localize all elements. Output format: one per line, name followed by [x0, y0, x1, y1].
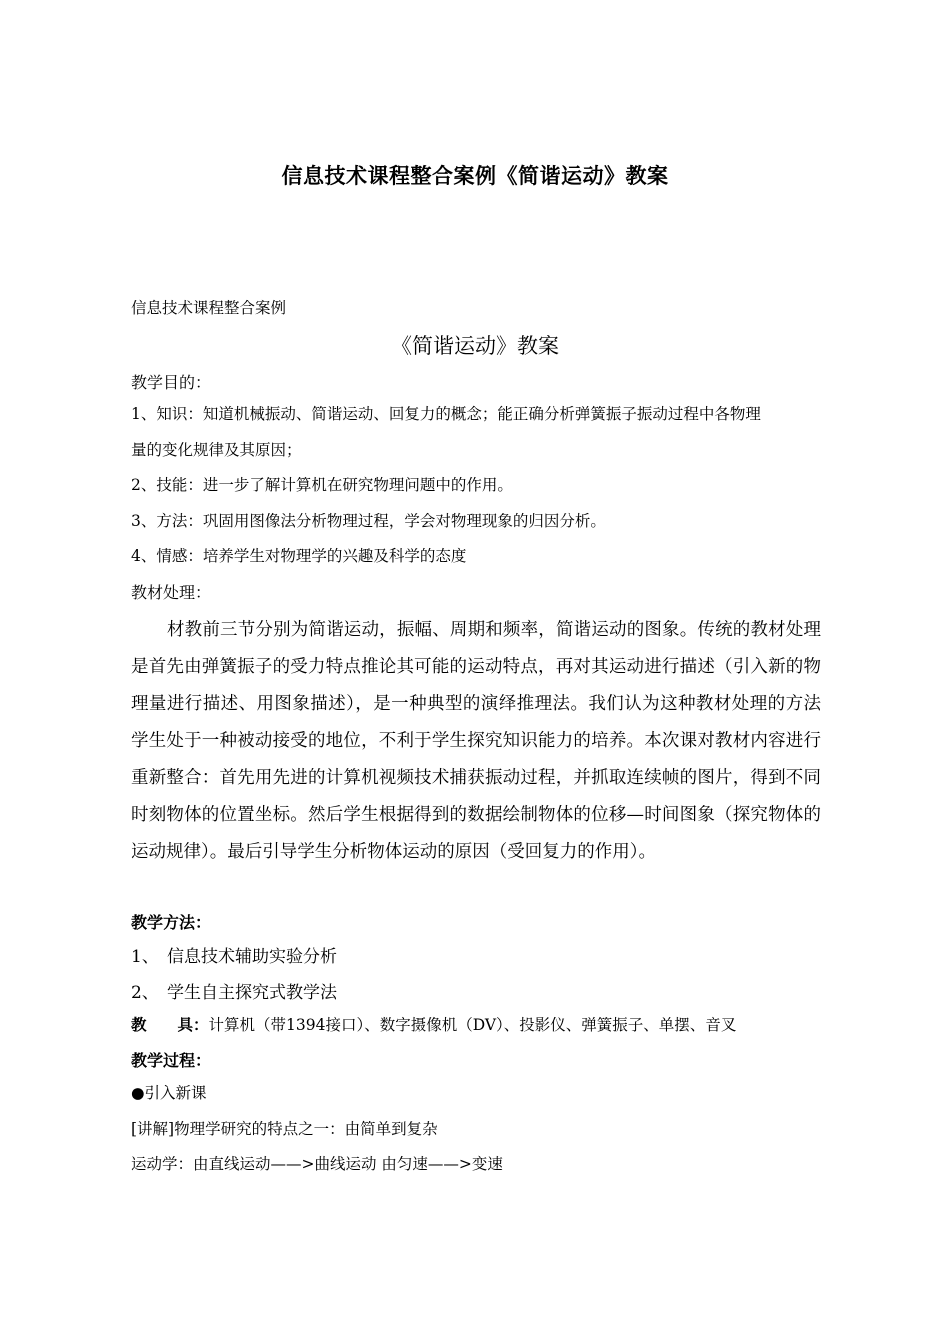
category-line: 信息技术课程整合案例	[131, 299, 287, 317]
goal-line: 2、技能：进一步了解计算机在研究物理问题中的作用。	[131, 476, 513, 494]
method-heading: 教学方法：	[131, 913, 212, 932]
goal-line: 3、方法：巩固用图像法分析物理过程，学会对物理现象的归因分析。	[131, 512, 606, 530]
process-heading: 教学过程：	[131, 1051, 212, 1070]
tools-label: 教 具：	[131, 1016, 209, 1034]
method-item-number: 2、	[131, 983, 159, 1003]
process-line: ●引入新课	[131, 1084, 207, 1102]
process-line: [讲解]物理学研究的特点之一：由简单到复杂	[131, 1120, 438, 1138]
material-heading: 教材处理：	[131, 583, 212, 602]
method-item-number: 1、	[131, 947, 159, 967]
tools-text: 计算机（带1394接口）、数字摄像机（DV）、投影仪、弹簧振子、单摆、音叉	[208, 1016, 737, 1034]
goal-line: 量的变化规律及其原因；	[131, 441, 302, 459]
tools-line	[131, 1014, 821, 1036]
document-title: 信息技术课程整合案例《简谐运动》教案	[281, 164, 669, 188]
method-item-text: 学生自主探究式教学法	[167, 983, 337, 1003]
goal-line: 4、情感：培养学生对物理学的兴趣及科学的态度	[131, 547, 467, 565]
process-line: 运动学：由直线运动——>曲线运动 由匀速——>变速	[131, 1155, 503, 1173]
goal-line: 1、知识：知道机械振动、简谐运动、回复力的概念；能正确分析弹簧振子振动过程中各物理	[131, 405, 761, 423]
material-paragraph-text: 材教前三节分别为简谐运动，振幅、周期和频率，简谐运动的图象。传统的教材处理是首先由弹簧振子的受力特点推论其可能的运动特点，再对其运动进行描述（引入新的物理量进行描述、用图象描述），是一种典型的演绎推理法。我们认为这种教材处理的方法学生处于一种被动接受的地位，不利于学生探究知识能力的培养。本次课对教材内容进行重新整合：首先用先进的计算机视频技术捕获振动过程，并抓取连续帧的图片，得到不同时刻物体的位置坐标。然后学生根据得到的数据绘制物体的位移—时间图象（探究物体的运动规律）。最后引导学生分析物体运动的原因（受回复力的作用）。	[131, 620, 821, 862]
method-item-text: 信息技术辅助实验分析	[167, 947, 337, 967]
goals-heading: 教学目的：	[131, 373, 212, 392]
method-item	[131, 978, 337, 1003]
lesson-subtitle: 《简谐运动》教案	[391, 334, 559, 358]
material-paragraph	[131, 612, 821, 871]
method-item	[131, 942, 337, 967]
